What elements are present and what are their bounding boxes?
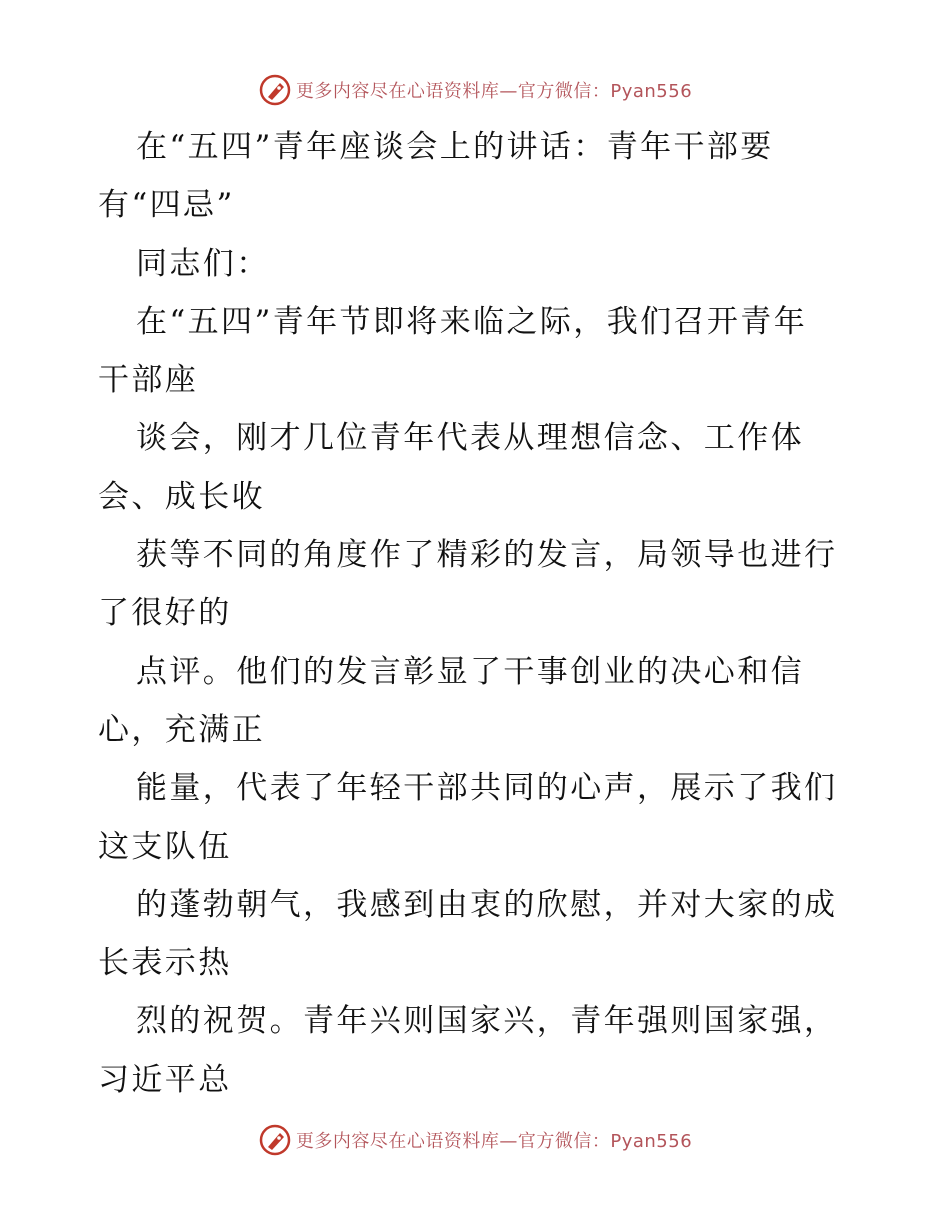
header-watermark	[0, 70, 950, 110]
title-line-1: 在“五四”青年座谈会上的讲话：青年干部要	[136, 129, 774, 165]
paragraph-line: 能量，代表了年轻干部共同的心声，展示了我们	[136, 770, 838, 807]
paragraph-line: 这支队伍	[98, 828, 232, 865]
paragraph-line: 的蓬勃朝气，我感到由衷的欣慰，并对大家的成	[136, 886, 838, 923]
pen-nib-logo-icon	[258, 73, 292, 107]
title-line-2: 有“四忌”	[98, 187, 235, 224]
paragraph-line: 心，充满正	[98, 711, 265, 748]
paragraph-line: 习近平总	[98, 1061, 232, 1098]
paragraph-line: 点评。他们的发言彰显了干事创业的决心和信	[136, 653, 804, 690]
paragraph-line: 会、成长收	[98, 478, 265, 515]
paragraph-line: 了很好的	[98, 595, 232, 632]
watermark-text: 更多内容尽在心语资料库—官方微信：Pyan556	[295, 1131, 693, 1152]
paragraph-line: 烈的祝贺。青年兴则国家兴，青年强则国家强，	[136, 1003, 838, 1040]
paragraph-line: 在“五四”青年节即将来临之际，我们召开青年	[136, 303, 808, 340]
salutation: 同志们：	[136, 245, 270, 282]
paragraph-line: 获等不同的角度作了精彩的发言，局领导也进行	[136, 537, 838, 574]
paragraph-line: 干部座	[98, 362, 199, 399]
paragraph-line: 长表示热	[98, 945, 232, 982]
pen-nib-logo-icon	[258, 1123, 292, 1157]
watermark-text: 更多内容尽在心语资料库—官方微信：Pyan556	[295, 81, 693, 102]
paragraph-line: 谈会，刚才几位青年代表从理想信念、工作体	[136, 420, 804, 457]
document-body	[98, 118, 878, 1109]
footer-watermark	[0, 1120, 950, 1160]
